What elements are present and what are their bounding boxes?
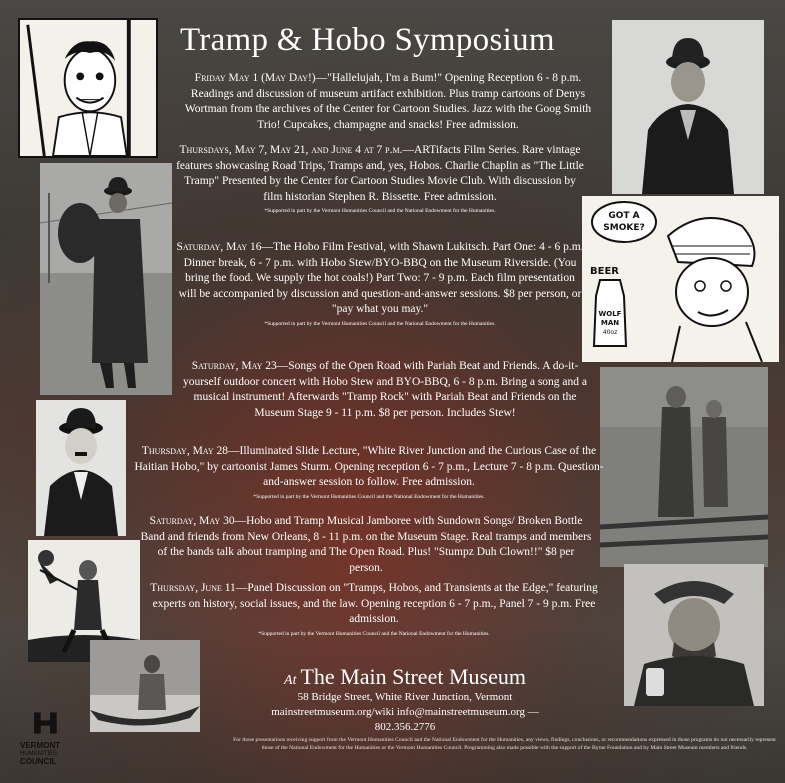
at-label: At [284, 673, 297, 688]
bowler-hat-man-photo [612, 20, 764, 194]
museum-address: 58 Bridge Street, White River Junction, Vermont [297, 691, 513, 703]
event-date: Saturday, May 30 [149, 515, 235, 527]
event-may-1 [172, 71, 604, 133]
chaplin-tramp-photo [36, 400, 126, 536]
vermont-humanities-logo [20, 706, 80, 778]
funding-disclaimer: For those presentations receiving support from the Vermont Humanities Council and the National Endowment for the Humanities, any views, findings, conclusions, or recommendations expressed in those programs do not necessarily represent those of the National Endowment for the Humanities or the Vermont Humanities Council. Programming also made possible with the support of the Byrne Foundation and by Main Street Museum members and friends. [233, 737, 776, 751]
scarf-hobo-photo [624, 564, 764, 706]
svg-text:MAN: MAN [600, 319, 620, 327]
support-note: *Supported in part by the Vermont Humanities Council and the National Endowment for the Humanities. [253, 493, 485, 500]
event-description: —Hobo and Tramp Musical Jamboree with Sundown Songs/ Broken Bottle Band and friends from New Orleans, 8 - 11 p.m. on the Museum Stage. Real tramps and members of the bands talk about tramping and The Open Road. Plus! "Stumpz Duh Clown!!" $8 per person. [140, 515, 592, 574]
event-date: Thursday, June 11 [150, 582, 236, 594]
event-date: Thursdays, May 7, May 21, and June 4 at 7 p.m. [179, 144, 403, 156]
event-date: Thursday, May 28 [141, 445, 228, 457]
event-description: —"Hallelujah, I'm a Bum!" Opening Reception 6 - 8 p.m. Readings and discussion of museum artifact exhibition. Plus tramp cartoons of Denys Wortman from the archives of the Center for Cartoon Studies. Jazz with the Goog Smith Trio! Cupcakes, champagne and snacks! Free admission. [184, 72, 592, 131]
museum-name: The Main Street Museum [300, 664, 526, 689]
event-may-28 [134, 444, 604, 501]
logo-line-2: HUMANITIES [20, 751, 58, 757]
support-note: *Supported in part by the Vermont Humanities Council and the National Endowment for the Humanities. [264, 320, 496, 327]
railroad-tramps-photo [600, 367, 768, 567]
event-date: Saturday, May 16 [176, 241, 262, 253]
logo-line-1: VERMONT [20, 741, 60, 750]
svg-text:GOT A: GOT A [608, 211, 640, 221]
svg-text:SMOKE?: SMOKE? [603, 223, 645, 233]
svg-text:WOLF: WOLF [598, 310, 622, 318]
event-description: —The Hobo Film Festival, with Shawn Lukitsch. Part One: 4 - 6 p.m. Dinner break, 6 - 7 p.m. with Hobo Stew/BYO-BBQ on the Museum Riverside. (You bring the food. We supply the hot coals!) Part Two: 7 - 9 p.m. Each film presentation will be accompanied by discussion and question-and-answer sessions. $8 per person, or "pay what you may." [178, 241, 584, 315]
svg-text:40oz: 40oz [602, 329, 618, 336]
event-date: Saturday, May 23 [191, 360, 277, 372]
event-may-30 [140, 514, 592, 576]
got-a-smoke-cartoon [582, 196, 779, 362]
museum-info [240, 664, 570, 735]
canoe-man-photo [90, 640, 200, 732]
support-note: *Supported in part by the Vermont Humanities Council and the National Endowment for the Humanities. [264, 208, 496, 214]
hobo-on-road-photo [40, 163, 172, 395]
cartoon-hobo-face-image [18, 18, 158, 158]
event-description: —Panel Discussion on "Tramps, Hobos, and Transients at the Edge," featuring experts on history, social issues, and the law. Opening reception 6 - 7 p.m., Panel 7 - 9 p.m. Free admission. [152, 582, 598, 625]
event-description: —Illuminated Slide Lecture, "White River Junction and the Curious Case of the Haitian Hobo," by cartoonist James Sturm. Opening reception 6 - 7 p.m., Lecture 7 - 8 p.m. Question-and-answer session to follow. Free admission. [134, 445, 604, 488]
event-date: Friday May 1 (May Day!) [194, 72, 316, 84]
logo-line-3: COUNCIL [20, 757, 57, 766]
event-may-16 [176, 240, 584, 328]
event-description: —ARTifacts Film Series. Rare vintage features showcasing Road Trips, Tramps and, yes, Hobos. Charlie Chaplin as "The Little Tramp" Presented by the Center for Cartoon Studies Movie Club. With discussion by film historian Stephen R. Bissette. Free admission. [176, 144, 584, 203]
page-title: Tramp & Hobo Symposium [180, 22, 555, 58]
event-may-23 [176, 359, 594, 421]
event-description: —Songs of the Open Road with Pariah Beat and Friends. A do-it-yourself outdoor concert with Hobo Stew and BYO-BBQ, 6 - 8 p.m. Bring a song and a musical instrument! Afterwards "Tramp Rock" with Pariah Beat and Friends on the Museum Stage 9 - 11 p.m. $8 per person. Includes Stew! [182, 360, 588, 419]
svg-text:BEER: BEER [590, 266, 619, 277]
event-film-series [175, 143, 585, 215]
event-june-11 [150, 581, 598, 638]
support-note: *Supported in part by the Vermont Humanities Council and the National Endowment for the Humanities. [258, 630, 490, 637]
museum-contact[interactable]: mainstreetmuseum.org/wiki info@mainstreetmuseum.org — 802.356.2776 [271, 706, 539, 733]
